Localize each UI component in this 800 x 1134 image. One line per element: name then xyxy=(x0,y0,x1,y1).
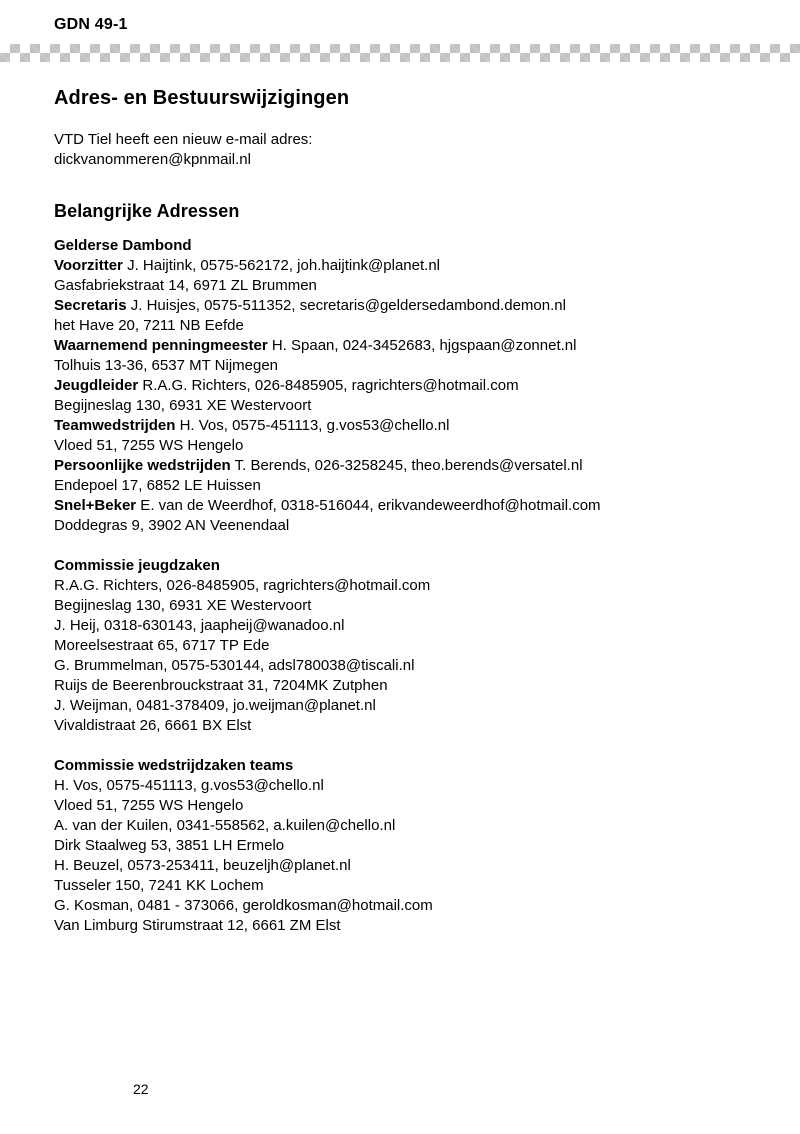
spacer xyxy=(54,736,754,756)
section-title-changes: Adres- en Bestuurswijzigingen xyxy=(54,87,350,109)
entry-line xyxy=(54,616,754,636)
entry-line xyxy=(54,436,754,456)
address-groups xyxy=(54,236,754,936)
entry-list xyxy=(54,576,754,736)
spacer xyxy=(54,536,754,556)
entry-detail: H. Vos, 0575-451113, g.vos53@chello.nl xyxy=(54,777,324,794)
group-title: Commissie jeugdzaken xyxy=(54,557,220,574)
entry-line xyxy=(54,796,754,816)
entry-detail: Dirk Staalweg 53, 3851 LH Ermelo xyxy=(54,837,285,854)
entry-role: Jeugdleider xyxy=(54,377,139,394)
entry-line xyxy=(54,836,754,856)
entry-line xyxy=(54,656,754,676)
address-group xyxy=(54,556,754,736)
entry-detail: J. Weijman, 0481-378409, jo.weijman@planet.nl xyxy=(54,697,376,714)
entry-role: Teamwedstrijden xyxy=(54,417,176,434)
entry-detail: H. Spaan, 024-3452683, hjgspaan@zonnet.nl xyxy=(267,337,577,354)
entry-detail: Moreelsestraat 65, 6717 TP Ede xyxy=(54,637,270,654)
entry-line xyxy=(54,296,754,316)
spacer xyxy=(54,170,754,200)
entry-detail: Ruijs de Beerenbrouckstraat 31, 7204MK Zutphen xyxy=(54,677,388,694)
changes-line: VTD Tiel heeft een nieuw e-mail adres: xyxy=(54,131,313,148)
entry-detail: R.A.G. Richters, 026-8485905, ragrichters@hotmail.com xyxy=(138,377,519,394)
group-title: Gelderse Dambond xyxy=(54,237,192,254)
entry-line xyxy=(54,776,754,796)
entry-detail: Doddegras 9, 3902 AN Veenendaal xyxy=(54,517,290,534)
entry-line xyxy=(54,476,754,496)
entry-line xyxy=(54,416,754,436)
entry-detail: Endepoel 17, 6852 LE Huissen xyxy=(54,477,261,494)
entry-line xyxy=(54,576,754,596)
entry-line xyxy=(54,596,754,616)
entry-detail: Vivaldistraat 26, 6661 BX Elst xyxy=(54,717,252,734)
entry-line xyxy=(54,316,754,336)
checkerboard-rule xyxy=(0,44,800,62)
entry-detail: R.A.G. Richters, 026-8485905, ragrichters@hotmail.com xyxy=(54,577,431,594)
entry-role: Waarnemend penningmeester xyxy=(54,337,268,354)
entry-line xyxy=(54,856,754,876)
entry-role: Voorzitter xyxy=(54,257,123,274)
section-title-addresses: Belangrijke Adressen xyxy=(54,201,240,221)
entry-detail: Vloed 51, 7255 WS Hengelo xyxy=(54,797,244,814)
entry-line xyxy=(54,496,754,516)
entry-detail: J. Haijtink, 0575-562172, joh.haijtink@planet.nl xyxy=(122,257,440,274)
document-body xyxy=(54,86,754,936)
entry-detail: H. Vos, 0575-451113, g.vos53@chello.nl xyxy=(175,417,450,434)
entry-detail: G. Brummelman, 0575-530144, adsl780038@tiscali.nl xyxy=(54,657,415,674)
entry-detail: E. van de Weerdhof, 0318-516044, erikvandeweerdhof@hotmail.com xyxy=(136,497,601,514)
entry-line xyxy=(54,456,754,476)
group-title: Commissie wedstrijdzaken teams xyxy=(54,757,294,774)
address-group xyxy=(54,236,754,536)
page-number: 22 xyxy=(133,1081,149,1097)
entry-detail: T. Berends, 026-3258245, theo.berends@versatel.nl xyxy=(230,457,583,474)
entry-line xyxy=(54,376,754,396)
entry-line xyxy=(54,356,754,376)
entry-role: Persoonlijke wedstrijden xyxy=(54,457,231,474)
entry-role: Secretaris xyxy=(54,297,127,314)
changes-line: dickvanommeren@kpnmail.nl xyxy=(54,151,251,168)
entry-line xyxy=(54,696,754,716)
entry-line xyxy=(54,916,754,936)
entry-detail: Tusseler 150, 7241 KK Lochem xyxy=(54,877,264,894)
entry-line xyxy=(54,896,754,916)
entry-line xyxy=(54,876,754,896)
entry-list xyxy=(54,256,754,536)
address-group xyxy=(54,756,754,936)
entry-line xyxy=(54,716,754,736)
entry-line xyxy=(54,676,754,696)
entry-detail: G. Kosman, 0481 - 373066, geroldkosman@hotmail.com xyxy=(54,897,433,914)
entry-detail: Tolhuis 13-36, 6537 MT Nijmegen xyxy=(54,357,279,374)
entry-list xyxy=(54,776,754,936)
entry-detail: J. Huisjes, 0575-511352, secretaris@geldersedambond.demon.nl xyxy=(126,297,566,314)
entry-detail: Van Limburg Stirumstraat 12, 6661 ZM Elst xyxy=(54,917,341,934)
entry-line xyxy=(54,256,754,276)
entry-detail: Gasfabriekstraat 14, 6971 ZL Brummen xyxy=(54,277,317,294)
entry-detail: J. Heij, 0318-630143, jaapheij@wanadoo.nl xyxy=(54,617,345,634)
changes-paragraph xyxy=(54,130,754,170)
entry-detail: het Have 20, 7211 NB Eefde xyxy=(54,317,244,334)
entry-detail: H. Beuzel, 0573-253411, beuzeljh@planet.nl xyxy=(54,857,351,874)
entry-role: Snel+Beker xyxy=(54,497,137,514)
entry-line xyxy=(54,276,754,296)
entry-line xyxy=(54,516,754,536)
entry-detail: Vloed 51, 7255 WS Hengelo xyxy=(54,437,244,454)
entry-line xyxy=(54,396,754,416)
entry-line xyxy=(54,636,754,656)
entry-detail: Begijneslag 130, 6931 XE Westervoort xyxy=(54,597,312,614)
entry-line xyxy=(54,816,754,836)
entry-detail: A. van der Kuilen, 0341-558562, a.kuilen@chello.nl xyxy=(54,817,396,834)
entry-line xyxy=(54,336,754,356)
running-head: GDN 49-1 xyxy=(54,16,128,33)
entry-detail: Begijneslag 130, 6931 XE Westervoort xyxy=(54,397,312,414)
